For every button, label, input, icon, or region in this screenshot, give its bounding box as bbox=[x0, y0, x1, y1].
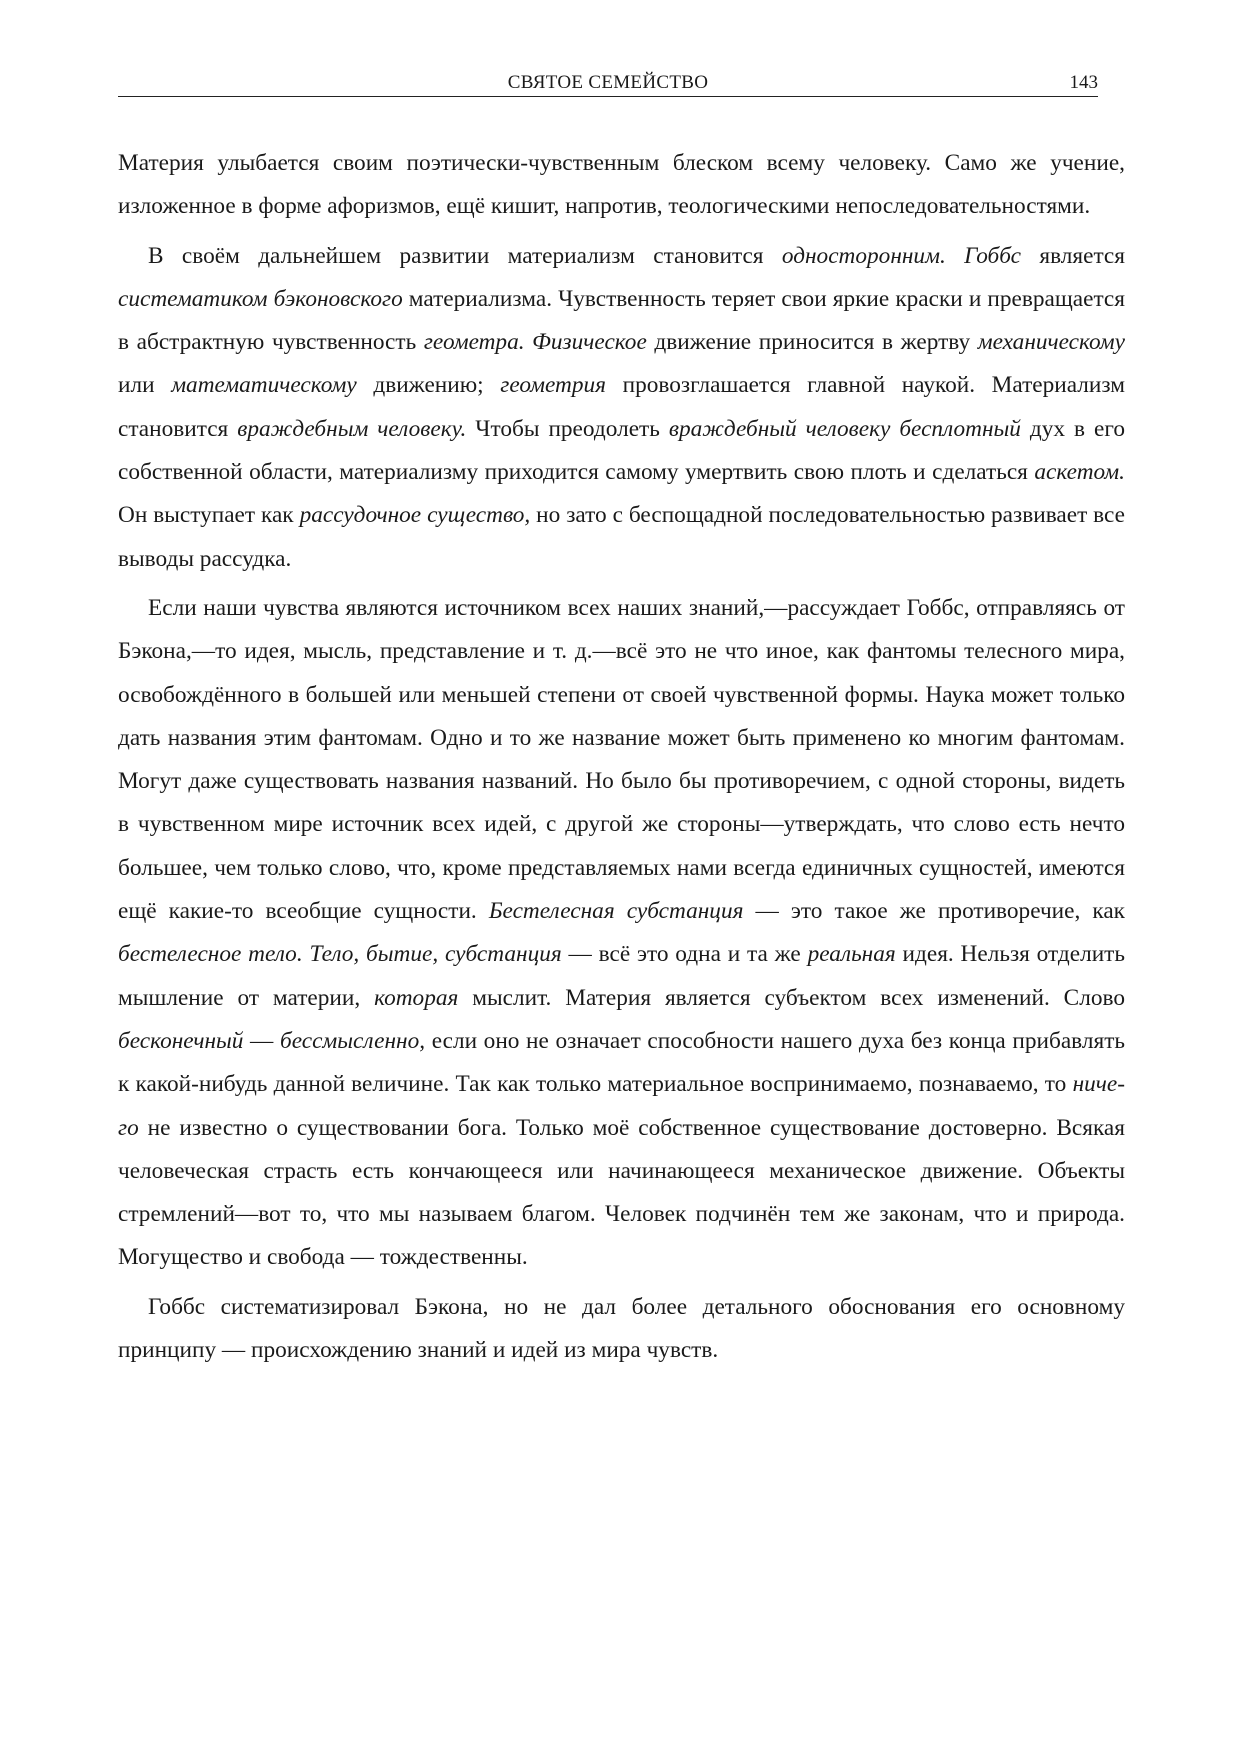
text-run: движению; bbox=[356, 372, 501, 399]
running-header bbox=[118, 72, 1098, 97]
emphasis-text: механическому bbox=[977, 329, 1125, 356]
emphasis-text: Бестелесная субстанция bbox=[488, 898, 744, 925]
emphasis-text: враждебный человеку бесплотный bbox=[668, 415, 1021, 442]
emphasis-text: бесконечный bbox=[118, 1027, 244, 1054]
emphasis-text: геометра. Физическое bbox=[423, 329, 647, 356]
text-run: — это такое же противоречие, как bbox=[743, 898, 1125, 925]
paragraph bbox=[118, 142, 1125, 229]
emphasis-text: которая bbox=[374, 984, 459, 1011]
emphasis-text: рассудочное существо, bbox=[299, 502, 531, 529]
emphasis-text: ничего bbox=[118, 1071, 1125, 1141]
emphasis-text: враждебным человеку. bbox=[237, 415, 467, 442]
paragraph bbox=[118, 235, 1125, 581]
text-run: В своём дальнейшем развитии материализм становится bbox=[148, 242, 782, 269]
text-run: — bbox=[243, 1027, 280, 1054]
text-run: Чтобы преодолеть bbox=[466, 415, 669, 442]
text-run: Если наши чувства являются источником всех наших знаний,—рассуждает Гоббс, отправляясь от Бэкона,—то идея, мысль, представление и т. д.—всё это не что иное, как фантомы телесного мира, освобождённого в большей или меньшей степени от своей чувственной формы. Наука может только дать названия этим фантомам. Одно и то же название может быть применено ко многим фантомам. Могут даже существовать названия названий. Но было бы противоречием, с одной стороны, видеть в чувственном мире источник всех идей, с другой же стороны—утверждать, что слово есть нечто большее, чем только слово, что, кроме представляемых нами всегда единичных сущностей, имеются ещё какие-то всеобщие сущности. bbox=[118, 594, 1125, 925]
page-number: 143 bbox=[1069, 72, 1098, 93]
text-run: идея. Нельзя отделить мышление от материи, bbox=[118, 941, 1125, 1011]
text-run: или bbox=[118, 372, 172, 399]
text-run: не известно о существовании бога. Только моё собственное существование достоверно. Всякая человеческая страсть есть кончающееся или начинающееся механическое движение. Объекты стремлений—вот то, что мы называем благом. Человек подчинён тем же законам, что и природа. Могущество и свобода — тождественны. bbox=[118, 1114, 1125, 1271]
paragraph bbox=[118, 587, 1125, 1280]
emphasis-text: аскетом. bbox=[1034, 459, 1125, 486]
text-run: дух в его собственной области, материализму приходится самому умертвить свою плоть и сделаться bbox=[118, 415, 1125, 486]
text-run: мыслит. Материя является субъектом всех изменений. Слово bbox=[458, 984, 1125, 1011]
emphasis-text: односторонним. Гоббс bbox=[781, 242, 1021, 269]
emphasis-text: математическому bbox=[171, 372, 357, 399]
text-run: но зато с беспощадной последовательностью развивает все выводы рассудка. bbox=[118, 502, 1126, 572]
running-title: СВЯТОЕ СЕМЕЙСТВО bbox=[507, 72, 709, 93]
text-run: Материя улыбается своим поэтически-чувственным блеском всему человеку. Само же учение, изложенное в форме афоризмов, ещё кишит, напротив, теологическими непоследовательностями. bbox=[118, 150, 1125, 220]
text-run: материализма. Чувственность теряет свои яркие краски и превращается в абстрактную чувственность bbox=[118, 285, 1125, 356]
text-run: — всё это одна и та же bbox=[561, 941, 808, 968]
emphasis-text: бестелесное тело. Тело, бытие, субстанция bbox=[118, 941, 562, 968]
text-run: является bbox=[1021, 242, 1125, 269]
text-run: если оно не означает способности нашего духа без конца прибавлять к какой-нибудь данной величине. Так как только материальное воспринимаемо, познаваемо, то bbox=[118, 1027, 1125, 1098]
emphasis-text: реальная bbox=[807, 941, 896, 968]
emphasis-text: геометрия bbox=[500, 372, 606, 399]
emphasis-text: систематиком бэконовского bbox=[118, 285, 403, 312]
text-run: движение приносится в жертву bbox=[646, 329, 978, 356]
text-run: провозглашается главной наукой. Материализм становится bbox=[118, 372, 1125, 442]
text-run: Гоббс систематизировал Бэкона, но не дал более детального обоснования его основному принципу — происхождению знаний и идей из мира чувств. bbox=[118, 1293, 1125, 1364]
emphasis-text: бессмысленно, bbox=[279, 1027, 426, 1054]
paragraph bbox=[118, 1286, 1125, 1373]
body-text bbox=[118, 142, 1125, 1372]
text-run: Он выступает как bbox=[118, 502, 300, 529]
